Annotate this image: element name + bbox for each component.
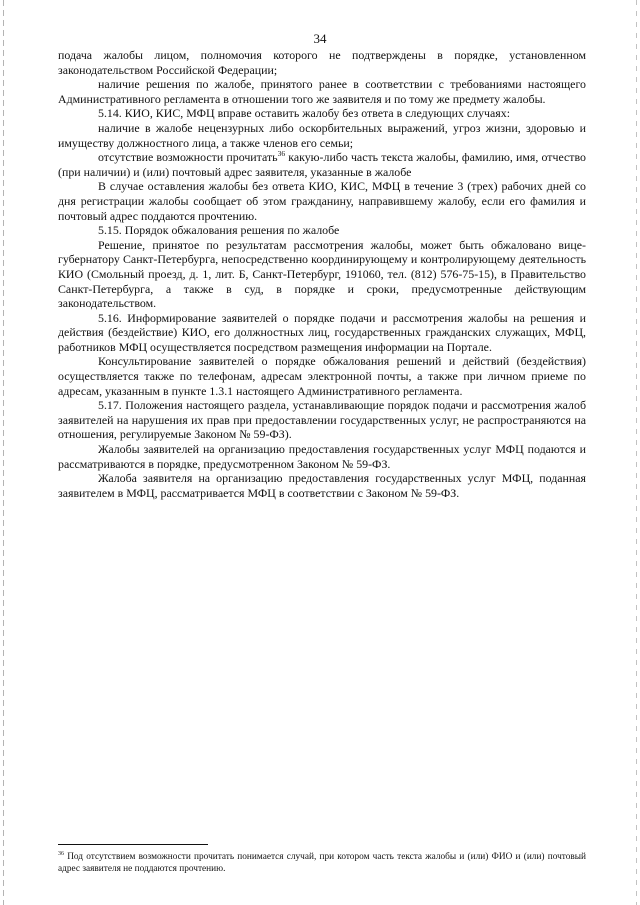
paragraph: Консультирование заявителей о порядке обжалования решений и действий (бездействия) осуществляется также по телефонам, адресам электронной почты, а также при личном приеме по адресам, указанным в пункте 1.3.1 настоящего Административного регламента.: [58, 354, 586, 398]
section-heading: 5.15. Порядок обжалования решения по жалобе: [98, 223, 340, 238]
paragraph: подача жалобы лицом, полномочия которого не подтверждены в порядке, установленном законодательством Российской Федерации;: [58, 48, 586, 77]
paragraph-text: какую-либо часть текста жалобы, фамилию, имя, отчество (при наличии) и (или) почтовый адрес заявителя, указанные в жалобе: [58, 150, 586, 179]
paragraph-with-footnote-ref: [58, 150, 586, 179]
paragraph: наличие решения по жалобе, принятого ранее в соответствии с требованиями настоящего Административного регламента в отношении того же заявителя и по тому же предмету жалобы.: [58, 77, 586, 106]
paragraph: Решение, принятое по результатам рассмотрения жалобы, может быть обжаловано вице-губернатору Санкт-Петербурга, непосредственно координирующему и контролирующему деятельность КИО (Смольный проезд, д. 1, лит. Б, Санкт-Петербург, 191060, тел. (812) 576-75-15), в Правительство Санкт-Петербурга, а также в суд, в порядке и сроки, предусмотренные действующим законодательством.: [58, 237, 586, 311]
paragraph: 5.16. Информирование заявителей о порядке подачи и рассмотрения жалобы на решения и действия (бездействие) КИО, его должностных лиц, государственных гражданских служащих, МФЦ, работников МФЦ осуществляется посредством размещения информации на Портале.: [58, 310, 586, 354]
paragraph: Жалобы заявителей на организацию предоставления государственных услуг МФЦ подаются и рассматриваются в порядке, предусмотренном Законом № 59-ФЗ.: [58, 442, 586, 471]
paragraph: 5.14. КИО, КИС, МФЦ вправе оставить жалобу без ответа в следующих случаях:: [98, 106, 511, 121]
footnote-text: Под отсутствием возможности прочитать понимается случай, при котором часть текста жалобы и (или) ФИО и (или) почтовый адрес заявителя не поддаются прочтению.: [58, 852, 586, 874]
paragraph: Жалоба заявителя на организацию предоставления государственных услуг МФЦ, поданная заявителем в МФЦ, рассматривается МФЦ в соответствии с Законом № 59-ФЗ.: [58, 471, 586, 500]
footnote-reference: 36: [277, 149, 286, 159]
footnote-number: 36: [58, 851, 64, 857]
footnote: [58, 851, 586, 875]
paragraph-text: отсутствие возможности прочитать: [98, 150, 278, 165]
footnote-divider: [58, 844, 208, 845]
document-body: [58, 48, 586, 500]
paragraph: наличие в жалобе нецензурных либо оскорбительных выражений, угроз жизни, здоровью и имуществу должностного лица, а также членов его семьи;: [58, 120, 586, 150]
paragraph: В случае оставления жалобы без ответа КИО, КИС, МФЦ в течение 3 (трех) рабочих дней со дня регистрации жалобы сообщает об этом гражданину, направившему жалобу, если его фамилия и почтовый адрес поддаются прочтению.: [58, 179, 586, 223]
paragraph: 5.17. Положения настоящего раздела, устанавливающие порядок подачи и рассмотрения жалоб заявителей на нарушения их прав при предоставлении государственных услуг, не распространяются на отношения, регулируемые Законом № 59-ФЗ).: [58, 398, 586, 442]
page-number: 34: [313, 31, 327, 46]
